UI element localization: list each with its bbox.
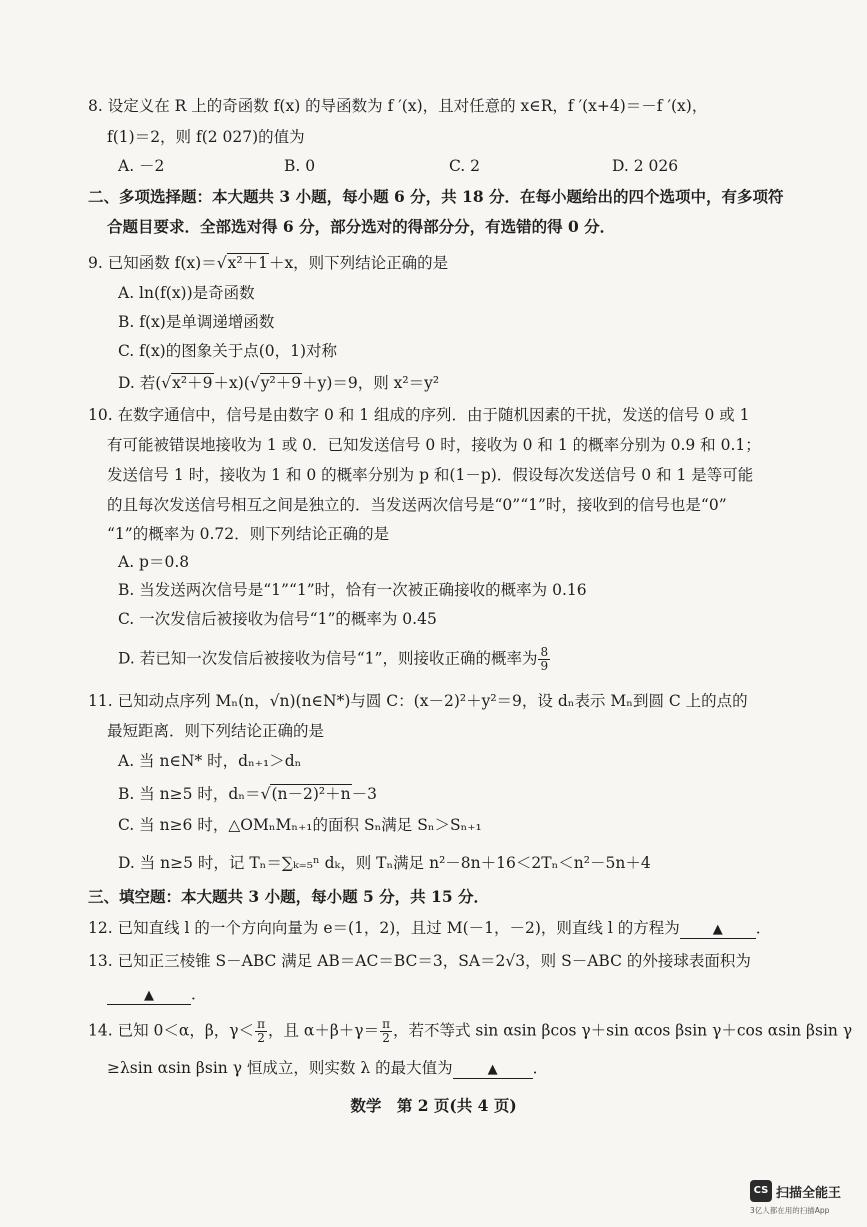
q10-stem-line4: 的且每次发送信号相互之间是独立的．当发送两次信号是“0”“1”时，接收到的信号也是“0” <box>107 496 727 514</box>
q9-option-d-radicand1: x²＋9 <box>172 374 213 392</box>
fraction <box>538 646 550 673</box>
q10-option-d-text: D. 若已知一次发信后被接收为信号“1”，则接收正确的概率为 <box>118 649 538 668</box>
fraction-denominator: 2 <box>257 1031 265 1045</box>
answer-blank[interactable] <box>107 986 191 1005</box>
answer-blank[interactable] <box>453 1060 533 1079</box>
q14-line2-text: ≥λsin αsin βsin γ 恒成立，则实数 λ 的最大值为 <box>107 1059 453 1077</box>
answer-blank[interactable] <box>680 920 756 939</box>
logo-name: 扫描全能王 <box>776 1186 842 1201</box>
q9-option-c: C. f(x)的图象关于点(0，1)对称 <box>118 342 338 360</box>
q12-end: ． <box>755 919 772 937</box>
scanner-logo <box>750 1180 860 1220</box>
triangle-icon: ▲ <box>144 988 154 1003</box>
q13-end: ． <box>191 985 207 1003</box>
sqrt-sign: √ <box>216 254 227 272</box>
q9-option-d-radicand2: y²＋9 <box>260 374 302 392</box>
sqrt-sign: √ <box>260 785 271 803</box>
q14-stem-line1 <box>88 1018 852 1045</box>
q10-stem-line1: 10. 在数字通信中，信号是由数字 0 和 1 组成的序列．由于随机因素的干扰，发送的信号 0 或 1 <box>88 406 750 424</box>
q14-stem-line2 <box>107 1057 548 1079</box>
triangle-icon: ▲ <box>487 1062 498 1077</box>
q9-stem <box>88 252 448 274</box>
q8-option-d: D. 2 026 <box>612 157 679 175</box>
q11-option-b <box>118 783 377 805</box>
q14-pre: 14. 已知 0＜α，β，γ＜ <box>88 1021 255 1040</box>
q13-stem: 13. 已知正三棱锥 S－ABC 满足 AB＝AC＝BC＝3，SA＝2√3，则 S－ABC 的外接球表面积为 <box>88 952 751 970</box>
section2-heading-line2: 合题目要求．全部选对得 6 分，部分选对的得部分分，有选错的得 0 分． <box>107 217 616 236</box>
q14-mid: ，且 α＋β＋γ＝ <box>267 1021 380 1040</box>
fraction <box>255 1018 267 1045</box>
q11-option-b-pre: B. 当 n≥5 时，dₙ＝ <box>118 785 261 803</box>
q14-end: ． <box>532 1059 549 1077</box>
q9-option-d-pre: D. 若( <box>118 374 162 392</box>
q13-answer-line <box>107 983 207 1005</box>
q10-option-b: B. 当发送两次信号是“1”“1”时，恰有一次被正确接收的概率为 0.16 <box>118 581 587 599</box>
q9-option-d-mid: ＋x)( <box>213 374 250 392</box>
q11-option-b-post: －3 <box>351 785 377 803</box>
q14-post: ，若不等式 sin αsin βcos γ＋sin αcos βsin γ＋cos αsin βsin γ <box>392 1021 853 1040</box>
section2-heading-line1: 二、多项选择题：本大题共 3 小题，每小题 6 分，共 18 分．在每小题给出的四个选项中，有多项符 <box>88 187 784 206</box>
q11-option-d: D. 当 n≥5 时，记 Tₙ＝∑ₖ₌₅ⁿ dₖ，则 Tₙ满足 n²－8n＋16＜2Tₙ＜n²－5n＋4 <box>118 854 651 872</box>
cs-logo-icon: CS <box>750 1180 772 1202</box>
sqrt-sign: √ <box>161 374 172 392</box>
q10-option-c: C. 一次发信后被接收为信号“1”的概率为 0.45 <box>118 610 437 628</box>
q11-option-c: C. 当 n≥6 时，△OMₙMₙ₊₁的面积 Sₙ满足 Sₙ＞Sₙ₊₁ <box>118 816 482 834</box>
q11-stem-line1: 11. 已知动点序列 Mₙ(n，√n)(n∈N*)与圆 C：(x－2)²＋y²＝9，设 dₙ表示 Mₙ到圆 C 上的点的 <box>88 692 748 710</box>
q11-option-b-radicand: (n－2)²＋n <box>271 785 351 803</box>
fraction-denominator: 2 <box>382 1031 390 1045</box>
sqrt-sign: √ <box>249 374 260 392</box>
triangle-icon: ▲ <box>712 922 723 937</box>
fraction-numerator: π <box>382 1017 390 1031</box>
q8-stem-line1: 8. 设定义在 R 上的奇函数 f(x) 的导函数为 f ′(x)，且对任意的 x∈R，f ′(x+4)＝－f ′(x)， <box>88 97 708 115</box>
q9-option-d <box>118 372 439 394</box>
page-footer: 数学 第 2 页(共 4 页) <box>350 1096 517 1115</box>
q9-option-a: A. ln(f(x))是奇函数 <box>118 284 255 302</box>
q8-option-a: A. －2 <box>118 157 165 175</box>
q10-stem-line2: 有可能被错误地接收为 1 或 0．已知发送信号 0 时，接收为 0 和 1 的概率分别为 0.9 和 0.1； <box>107 436 761 454</box>
q11-option-a: A. 当 n∈N* 时，dₙ₊₁＞dₙ <box>118 752 302 770</box>
q8-option-c: C. 2 <box>449 157 481 175</box>
q10-stem-line3: 发送信号 1 时，接收为 1 和 0 的概率分别为 p 和(1－p)．假设每次发送信号 0 和 1 是等可能 <box>107 466 754 484</box>
q10-option-d <box>118 646 551 673</box>
fraction-numerator: 8 <box>540 645 549 659</box>
q9-stem-radicand: x²＋1 <box>227 254 268 272</box>
fraction-denominator: 9 <box>540 659 549 673</box>
q12-text: 12. 已知直线 l 的一个方向向量为 e＝(1，2)，且过 M(－1，－2)，则直线 l 的方程为 <box>88 919 680 937</box>
q11-stem-line2: 最短距离．则下列结论正确的是 <box>107 722 325 740</box>
q9-option-b: B. f(x)是单调递增函数 <box>118 313 275 331</box>
section3-heading: 三、填空题：本大题共 3 小题，每小题 5 分，共 15 分． <box>88 887 490 906</box>
q9-stem-post: ＋x，则下列结论正确的是 <box>268 254 449 272</box>
fraction <box>380 1018 392 1045</box>
fraction-numerator: π <box>257 1017 265 1031</box>
q10-stem-line5: “1”的概率为 0.72．则下列结论正确的是 <box>107 525 390 543</box>
q8-stem-line2: f(1)＝2，则 f(2 027)的值为 <box>107 128 305 146</box>
q10-option-a: A. p＝0.8 <box>118 553 190 571</box>
logo-tagline: 3亿人都在用的扫描App <box>750 1206 830 1215</box>
q9-option-d-post: ＋y)＝9，则 x²＝y² <box>302 374 440 392</box>
q8-option-b: B. 0 <box>284 157 316 175</box>
q12-stem <box>88 917 771 939</box>
q9-stem-pre: 9. 已知函数 f(x)＝ <box>88 254 217 272</box>
